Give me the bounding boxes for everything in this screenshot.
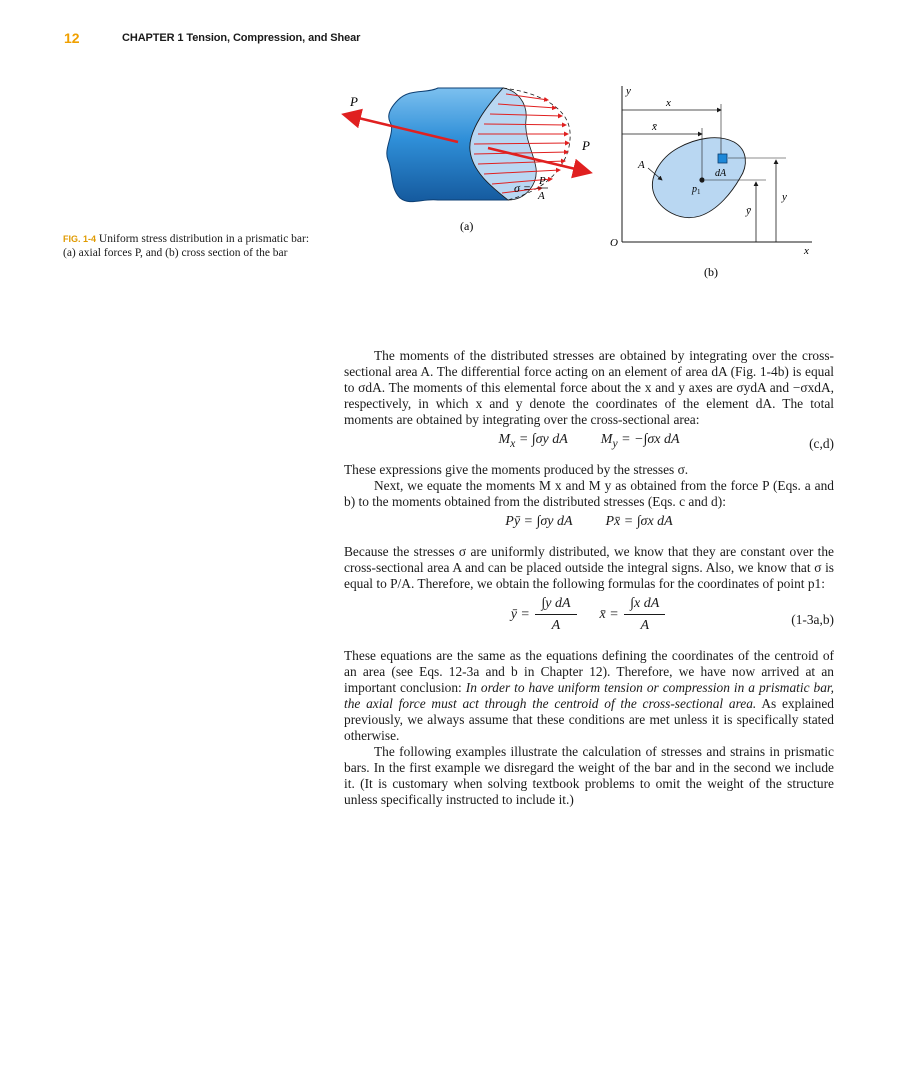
body-text [344,348,834,808]
figure-caption [63,232,313,260]
equation-moments: Pȳ = ∫σy dA Px̄ = ∫σx dA [505,514,673,529]
origin-label: O [610,237,618,249]
figure-a [338,80,600,240]
caption-label: FIG. 1-4 [63,234,97,244]
paragraph-2: These expressions give the moments produced by the stresses σ. [344,462,689,477]
dim-y-label: y [782,191,787,203]
cross-section-diagram [608,82,818,282]
element-label: dA [715,168,727,179]
figure-b-label: (b) [704,265,718,279]
paragraph-1: The moments of the distributed stresses are obtained by integrating over the cross-sectional area A. The differential force acting on an element of area dA (Fig. 1-4b) is equal to σdA. The moments of this elemental force about the x and y axes are σydA and −σxdA, respectively, in which x and y denote the coordinates of the element dA. The total moments are obtained by integrating over the cross-sectional area: [344,348,834,427]
page-number: 12 [64,30,80,46]
sigma-equation: σ = [514,181,532,195]
chapter-title: CHAPTER 1 Tension, Compression, and Shear [122,32,361,44]
equation-number-c-d: (c,d) [809,436,834,451]
caption-text: Uniform stress distribution in a prismatic bar: (a) axial forces P, and (b) cross section of the bar [63,233,310,259]
area-shape [652,138,745,218]
sigma-numerator: P [539,175,546,187]
element-dA [718,154,727,163]
dim-x-label: x [666,97,671,109]
paragraph-6: The following examples illustrate the calculation of stresses and strains in prismatic bars. In the first example we disregard the weight of the bar and in the second we include it. (It is customary when solving textbook problems to omit the weight of the structure unless specifically instructed to include it.) [344,744,834,807]
paragraph-5: These equations are the same as the equations defining the coordinates of the centroid of an area (see Eqs. 12-3a and b in Chapter 12). Therefore, we have now arrived at an important conclusion: In order to have uniform tension or compression in a prismatic bar, the axial force must act through the centroid of the cross-sectional area. As explained previously, we always assume that these conditions are met unless it is specifically stated otherwise. [344,648,835,743]
area-label: A [638,159,645,171]
sigma-denominator: A [538,190,545,202]
equation-number-1-3: (1-3a,b) [791,612,834,627]
point-label: $p_1$ [692,184,701,196]
dim-xbar-label: x̄ [652,121,657,133]
paragraph-3: Next, we equate the moments M x and M y as obtained from the force P (Eqs. a and b) to the moments obtained from the distributed stresses (Eqs. c and d): [344,478,834,509]
axis-x-label: x [804,245,809,257]
force-label-right: P [582,138,590,153]
equation-c-d: $M_x = \int\sigma y$ dA $M_y = -\int\sigma x$ dA (c,d) [498,432,834,451]
paragraph-4: Because the stresses σ are uniformly distributed, we know that they are constant over the cross-sectional area A and can be placed outside the integral signs. Also, we know that σ is equal to P/A. Therefore, we obtain the following formulas for the coordinates of point p1: [344,544,834,591]
prismatic-bar-illustration [338,80,600,240]
equation-1-3a-b: ȳ = $\frac{\text{∫y dA}}{A}$ x̄ = $\frac{\text{∫x dA}}{A}$ (1-3a,b) [510,596,834,633]
figure-a-label: (a) [460,219,474,233]
figure-b [608,82,818,282]
axis-y-label: y [626,85,631,97]
force-label-left: P [350,94,358,109]
point-p1 [699,177,704,182]
dim-ybar-label: ȳ [746,205,751,217]
